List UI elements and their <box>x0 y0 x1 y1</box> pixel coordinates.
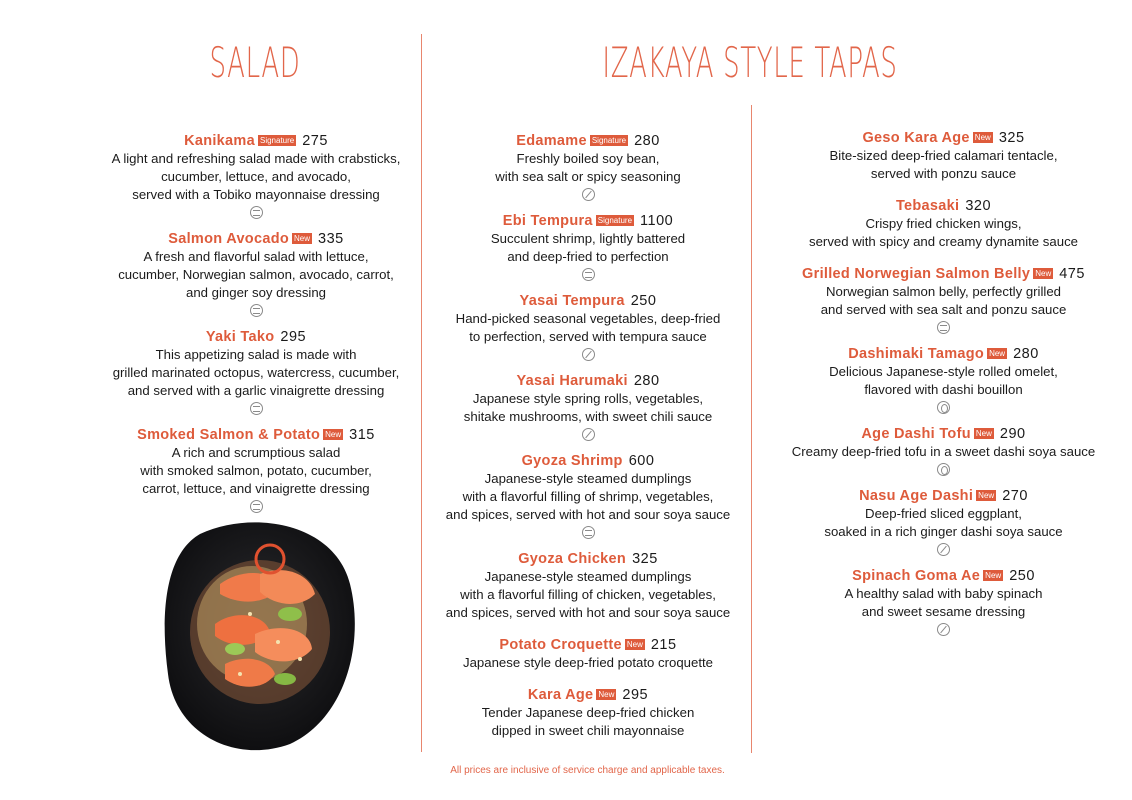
item-badge: New <box>1035 269 1052 278</box>
item-description: A healthy salad with baby spinach <box>844 586 1043 601</box>
item-name: Kanikama <box>184 133 255 149</box>
menu-item <box>761 345 1126 419</box>
item-badge: New <box>325 430 342 439</box>
item-name: Smoked Salmon & Potato <box>137 427 321 443</box>
item-name: Edamame <box>516 133 587 149</box>
item-description: to perfection, served with tempura sauce <box>469 329 707 344</box>
item-badge: Signature <box>597 216 633 225</box>
item-description: Freshly boiled soy bean, <box>516 151 660 166</box>
item-description: soaked in a rich ginger dashi soya sauce <box>824 524 1063 539</box>
item-price: 250 <box>1009 568 1035 584</box>
item-name: Geso Kara Age <box>862 130 970 146</box>
menu-item <box>761 567 1126 641</box>
item-name: Yasai Tempura <box>519 293 625 309</box>
menu-item <box>433 132 743 206</box>
item-description: cucumber, lettuce, and avocado, <box>161 169 351 184</box>
item-description: and served with a garlic vinaigrette dressing <box>127 383 385 398</box>
item-name: Potato Croquette <box>499 637 622 653</box>
menu-item <box>95 132 417 224</box>
veg-icon <box>582 428 595 441</box>
item-description: Bite-sized deep-fried calamari tentacle, <box>829 148 1058 163</box>
column-divider <box>751 105 752 753</box>
item-badge: New <box>985 571 1002 580</box>
meat-icon <box>250 402 263 415</box>
item-name: Dashimaki Tamago <box>848 346 985 362</box>
meat-icon <box>582 268 595 281</box>
meat-icon <box>250 206 263 219</box>
item-badge: New <box>626 640 643 649</box>
menu-item <box>95 328 417 420</box>
item-description: shitake mushrooms, with sweet chili sauce <box>463 409 713 424</box>
item-price: 250 <box>630 293 657 309</box>
item-name: Salmon Avocado <box>168 231 290 247</box>
meat-icon <box>250 500 263 513</box>
egg-icon <box>937 401 950 414</box>
menu-item <box>433 550 743 622</box>
meat-icon <box>937 321 950 334</box>
item-description: Tender Japanese deep-fried chicken <box>481 705 695 720</box>
item-description: Deep-fried sliced eggplant, <box>865 506 1022 521</box>
item-name: Tebasaki <box>895 198 960 214</box>
tapas-column-2 <box>761 129 1126 647</box>
salad-column <box>95 132 417 524</box>
item-description: A fresh and flavorful salad with lettuce, <box>143 249 369 264</box>
item-description: Creamy deep-fried tofu in a sweet dashi soya sauce <box>791 444 1096 459</box>
item-price: 325 <box>632 551 658 567</box>
menu-item <box>761 197 1126 251</box>
item-name: Age Dashi Tofu <box>861 426 971 442</box>
item-price: 280 <box>634 133 660 149</box>
item-description: A rich and scrumptious salad <box>171 445 341 460</box>
item-price: 295 <box>280 329 307 345</box>
item-price: 280 <box>1013 346 1039 362</box>
item-description: served with spicy and creamy dynamite sauce <box>809 234 1078 249</box>
item-price: 325 <box>998 130 1025 146</box>
salad-dish-photo <box>160 514 360 754</box>
item-price: 1100 <box>640 213 674 229</box>
item-name: Ebi Tempura <box>502 213 593 229</box>
item-name: Yaki Tako <box>205 329 275 345</box>
item-description: served with a Tobiko mayonnaise dressing <box>132 187 380 202</box>
item-description: Norwegian salmon belly, perfectly grilled <box>825 284 1062 299</box>
item-description: grilled marinated octopus, watercress, cucumber, <box>112 365 400 380</box>
footer-note: All prices are inclusive of service charge and applicable taxes. <box>450 765 725 776</box>
item-badge: New <box>978 491 995 500</box>
tapas-heading: IZAKAYA STYLE TAPAS <box>602 38 898 87</box>
menu-item <box>761 425 1126 481</box>
menu-item <box>761 129 1126 183</box>
menu-item <box>95 230 417 322</box>
item-name: Kara Age <box>527 687 594 703</box>
item-description: Crispy fried chicken wings, <box>865 216 1022 231</box>
column-divider <box>421 34 422 752</box>
item-name: Grilled Norwegian Salmon Belly <box>802 266 1031 282</box>
item-description: Hand-picked seasonal vegetables, deep-fried <box>455 311 721 326</box>
item-badge: New <box>598 690 615 699</box>
item-description: carrot, lettuce, and vinaigrette dressing <box>142 481 370 496</box>
item-description: Japanese-style steamed dumplings <box>484 471 692 486</box>
item-price: 275 <box>302 133 328 149</box>
item-description: This appetizing salad is made with <box>155 347 357 362</box>
menu-item <box>433 636 743 672</box>
item-description: A light and refreshing salad made with crabsticks, <box>111 151 401 166</box>
item-price: 295 <box>622 687 649 703</box>
item-badge: Signature <box>591 136 627 145</box>
item-badge: New <box>975 429 992 438</box>
veg-icon <box>937 543 950 556</box>
item-price: 475 <box>1059 266 1085 282</box>
item-name: Spinach Goma Ae <box>852 568 981 584</box>
item-description: and spices, served with hot and sour soya sauce <box>445 507 731 522</box>
menu-item <box>761 265 1126 339</box>
item-description: with a flavorful filling of chicken, vegetables, <box>460 587 716 602</box>
item-description: Japanese style deep-fried potato croquette <box>463 655 713 670</box>
item-badge: New <box>989 349 1006 358</box>
item-description: Japanese-style steamed dumplings <box>484 569 692 584</box>
item-description: and spices, served with hot and sour soya sauce <box>445 605 731 620</box>
item-badge: Signature <box>259 136 295 145</box>
veg-icon <box>582 348 595 361</box>
item-description: Succulent shrimp, lightly battered <box>490 231 686 246</box>
meat-icon <box>250 304 263 317</box>
item-description: with a flavorful filling of shrimp, vegetables, <box>462 489 714 504</box>
menu-item <box>433 452 743 544</box>
item-price: 215 <box>650 637 677 653</box>
item-price: 335 <box>318 231 344 247</box>
item-description: Japanese style spring rolls, vegetables, <box>472 391 704 406</box>
menu-item <box>761 487 1126 561</box>
item-description: served with ponzu sauce <box>870 166 1017 181</box>
menu-item <box>433 292 743 366</box>
item-description: flavored with dashi bouillon <box>864 382 1023 397</box>
menu-item <box>433 372 743 446</box>
veg-icon <box>937 623 950 636</box>
item-name: Nasu Age Dashi <box>859 488 974 504</box>
item-price: 320 <box>965 198 992 214</box>
item-badge: New <box>974 133 991 142</box>
meat-icon <box>582 526 595 539</box>
item-price: 290 <box>999 426 1026 442</box>
item-badge: New <box>294 234 311 243</box>
item-name: Gyoza Shrimp <box>521 453 623 469</box>
item-name: Gyoza Chicken <box>518 551 627 567</box>
item-price: 280 <box>633 373 660 389</box>
menu-item <box>433 686 743 740</box>
item-description: and ginger soy dressing <box>185 285 327 300</box>
item-description: with smoked salmon, potato, cucumber, <box>140 463 372 478</box>
veg-icon <box>582 188 595 201</box>
tapas-column-1 <box>433 132 743 754</box>
item-name: Yasai Harumaki <box>516 373 628 389</box>
item-price: 270 <box>1002 488 1028 504</box>
item-description: with sea salt or spicy seasoning <box>495 169 681 184</box>
egg-icon <box>937 463 950 476</box>
item-description: and deep-fried to perfection <box>507 249 669 264</box>
item-description: cucumber, Norwegian salmon, avocado, carrot, <box>118 267 394 282</box>
item-description: and sweet sesame dressing <box>861 604 1026 619</box>
item-price: 315 <box>349 427 375 443</box>
item-price: 600 <box>628 453 655 469</box>
menu-item <box>433 212 743 286</box>
item-description: and served with sea salt and ponzu sauce <box>820 302 1067 317</box>
menu-item <box>95 426 417 518</box>
salad-heading: SALAD <box>209 38 301 87</box>
item-description: Delicious Japanese-style rolled omelet, <box>829 364 1058 379</box>
item-description: dipped in sweet chili mayonnaise <box>491 723 685 738</box>
